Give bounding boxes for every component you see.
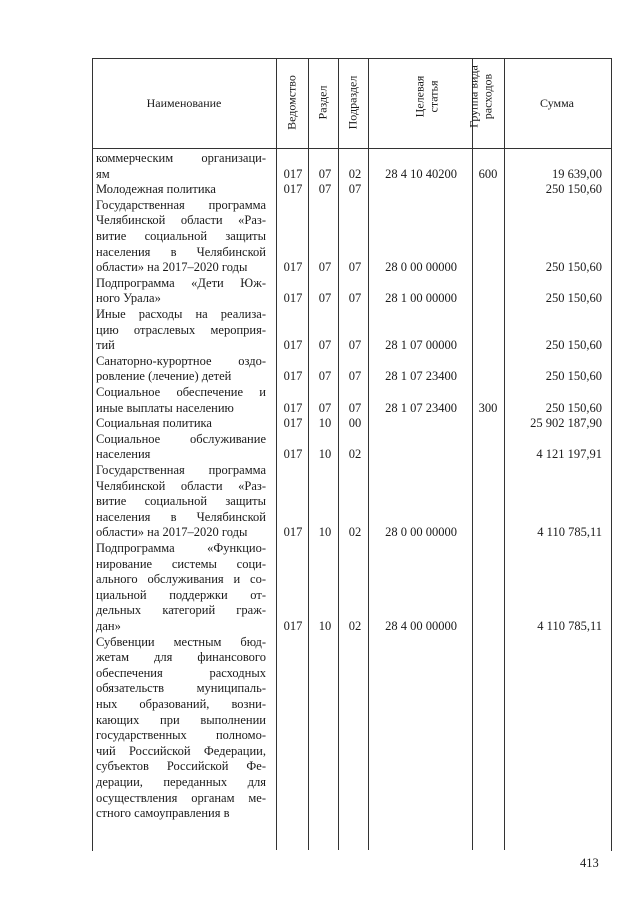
row-name-line: витие социальной защиты — [96, 494, 266, 509]
cell-tsel: 28 1 07 00000 — [385, 338, 457, 353]
row-name-line: ям — [96, 166, 110, 181]
cell-tsel: 28 0 00 00000 — [385, 525, 457, 540]
header-grp-2: расходов — [480, 73, 495, 120]
header-razdel: Раздел — [315, 85, 330, 120]
cell-podrazdel: 07 — [348, 260, 362, 275]
table-row — [0, 432, 640, 463]
cell-ved: 017 — [283, 260, 303, 275]
table-row — [0, 198, 640, 276]
cell-summa: 4 110 785,11 — [537, 619, 602, 633]
header-tsel-1: Целевая — [412, 75, 427, 118]
table-row — [0, 541, 640, 635]
cell-summa: 250 150,60 — [545, 369, 602, 384]
cell-podrazdel: 02 — [348, 525, 362, 540]
row-name-line: Социальная политика — [96, 416, 212, 431]
page-number: 413 — [580, 856, 599, 870]
cell-ved: 017 — [283, 369, 303, 384]
cell-podrazdel: 07 — [348, 182, 362, 197]
table-row — [0, 182, 640, 198]
row-name-line: циальной поддержки от- — [96, 587, 266, 602]
cell-grp: 300 — [478, 400, 498, 415]
row-name-line: Подпрограмма «Дети Юж- — [96, 275, 266, 290]
row-name-line: ального обслуживания и со- — [96, 572, 266, 587]
table-row — [0, 354, 640, 385]
cell-summa: 25 902 187,90 — [530, 416, 602, 431]
cell-ved: 017 — [283, 291, 303, 306]
row-name-line: Челябинской области «Раз- — [96, 213, 266, 228]
cell-razdel: 10 — [318, 447, 332, 462]
cell-summa: 250 150,60 — [545, 338, 602, 353]
row-name-line: Молодежная политика — [96, 182, 216, 197]
table-row — [0, 463, 640, 541]
row-name-line: области» на 2017–2020 годы — [96, 260, 248, 275]
row-name-line: Субвенции местным бюд- — [96, 634, 266, 649]
row-name-line: иные выплаты населению — [96, 400, 234, 415]
row-name — [96, 354, 266, 385]
header-summa: Сумма — [540, 96, 574, 110]
row-name — [96, 198, 266, 276]
row-name-line: Государственная программа — [96, 463, 266, 477]
row-name-line: витие социальной защиты — [96, 228, 266, 243]
cell-razdel: 07 — [318, 291, 332, 306]
row-name — [96, 635, 266, 822]
row-name-line: Подпрограмма «Функцио- — [96, 541, 266, 555]
row-name-line: ровление (лечение) детей — [96, 369, 232, 384]
table-row — [0, 307, 640, 354]
cell-podrazdel: 07 — [348, 291, 362, 306]
cell-podrazdel: 02 — [348, 447, 362, 462]
header-name: Наименование — [146, 96, 222, 110]
cell-tsel: 28 4 00 00000 — [385, 619, 457, 633]
cell-summa: 250 150,60 — [545, 260, 602, 275]
row-name-line: Социальное обслуживание — [96, 431, 266, 446]
row-name-line: Иные расходы на реализа- — [96, 307, 266, 321]
cell-razdel: 07 — [318, 369, 332, 384]
cell-ved: 017 — [283, 182, 303, 197]
row-name-line: дан» — [96, 618, 121, 633]
cell-summa: 19 639,00 — [552, 166, 602, 181]
row-name-line: населения в Челябинской — [96, 244, 266, 259]
header-ved: Ведомство — [284, 75, 299, 130]
row-name-line: дерации, переданных для — [96, 774, 266, 789]
row-name — [96, 182, 266, 198]
table-row — [0, 385, 640, 416]
row-name-line: нирование системы соци- — [96, 556, 266, 571]
cell-summa: 250 150,60 — [545, 291, 602, 306]
row-name-line: населения — [96, 447, 151, 462]
row-name-line: населения в Челябинской — [96, 509, 266, 524]
cell-ved: 017 — [283, 338, 303, 353]
cell-razdel: 07 — [318, 166, 332, 181]
row-name-line: Социальное обеспечение и — [96, 385, 266, 399]
row-name-line: ных образований, возни- — [96, 696, 266, 711]
cell-razdel: 07 — [318, 400, 332, 415]
cell-ved: 017 — [283, 525, 303, 540]
row-name-line: коммерческим организаци- — [96, 151, 266, 165]
row-name-line: чий Российской Федерации, — [96, 743, 266, 758]
cell-razdel: 10 — [318, 416, 332, 431]
header-grp-1: Группа вида — [466, 65, 481, 128]
row-name — [96, 416, 266, 432]
row-name-line: осуществления органам ме- — [96, 790, 266, 805]
cell-summa: 250 150,60 — [545, 400, 602, 415]
row-name-line: области» на 2017–2020 годы — [96, 525, 248, 540]
row-name-line: Санаторно-курортное оздо- — [96, 353, 266, 368]
row-name-line: государственных полномо- — [96, 728, 266, 743]
row-name-line: обязательств муниципаль- — [96, 681, 266, 696]
header-tsel-2: статья — [426, 80, 441, 113]
cell-razdel: 07 — [318, 182, 332, 197]
cell-razdel: 07 — [318, 260, 332, 275]
cell-razdel: 10 — [318, 525, 332, 540]
cell-tsel: 28 1 07 23400 — [385, 369, 457, 384]
table-row — [0, 416, 640, 432]
cell-podrazdel: 00 — [348, 416, 362, 431]
row-name-line: тий — [96, 338, 115, 353]
cell-ved: 017 — [283, 400, 303, 415]
cell-podrazdel: 02 — [348, 619, 362, 633]
row-name-line: Государственная программа — [96, 197, 266, 212]
header-podrazdel: Подраздел — [345, 75, 360, 130]
row-name — [96, 385, 266, 416]
cell-ved: 017 — [283, 416, 303, 431]
cell-razdel: 07 — [318, 338, 332, 353]
row-name-line: стного самоуправления в — [96, 806, 230, 821]
row-name — [96, 276, 266, 307]
cell-ved: 017 — [283, 619, 303, 633]
row-name-line: обеспечения расходных — [96, 665, 266, 680]
cell-tsel: 28 1 07 23400 — [385, 400, 457, 415]
cell-podrazdel: 02 — [348, 166, 362, 181]
cell-podrazdel: 07 — [348, 338, 362, 353]
row-name-line: кающих при выполнении — [96, 712, 266, 727]
row-name — [96, 307, 266, 354]
row-name-line: Челябинской области «Раз- — [96, 478, 266, 493]
cell-summa: 250 150,60 — [545, 182, 602, 197]
cell-tsel: 28 0 00 00000 — [385, 260, 457, 275]
cell-summa: 4 121 197,91 — [536, 447, 602, 462]
row-name — [96, 463, 266, 541]
cell-summa: 4 110 785,11 — [537, 525, 602, 540]
cell-ved: 017 — [283, 447, 303, 462]
row-name-line: ного Урала» — [96, 291, 161, 306]
row-name-line: субъектов Российской Фе- — [96, 759, 266, 774]
row-name-line: цию отраслевых мероприя- — [96, 322, 266, 337]
cell-podrazdel: 07 — [348, 400, 362, 415]
row-name-line: жетам для финансового — [96, 650, 266, 665]
table-row — [0, 635, 640, 822]
table-row — [0, 276, 640, 307]
row-name-line: дельных категорий граж- — [96, 603, 266, 618]
row-name — [96, 432, 266, 463]
cell-grp: 600 — [478, 166, 498, 181]
header-divider — [92, 148, 612, 149]
cell-ved: 017 — [283, 166, 303, 181]
cell-razdel: 10 — [318, 619, 332, 633]
cell-podrazdel: 07 — [348, 369, 362, 384]
row-name — [96, 151, 266, 182]
cell-tsel: 28 4 10 40200 — [385, 166, 457, 181]
table-row — [0, 151, 640, 182]
cell-tsel: 28 1 00 00000 — [385, 291, 457, 306]
row-name — [96, 541, 266, 635]
